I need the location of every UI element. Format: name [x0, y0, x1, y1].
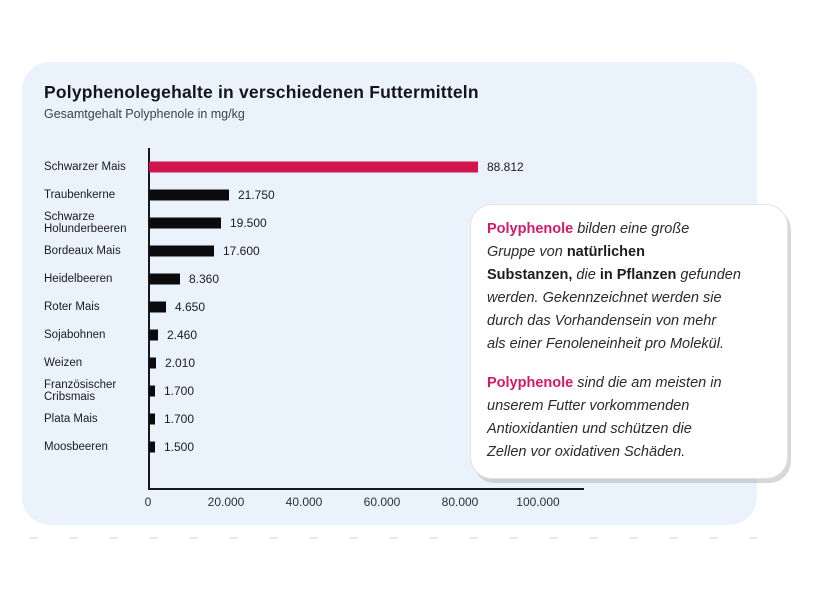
italic-text: Gruppe von [487, 244, 567, 260]
value-label: 1.700 [164, 412, 195, 426]
category-label: Traubenkerne [44, 189, 116, 201]
x-tick-label: 20.000 [207, 495, 245, 509]
italic-text: unserem Futter vorkommenden [487, 398, 690, 414]
italic-text: als einer Fenoleneinheit pro Molekül. [487, 336, 724, 352]
value-label: 8.360 [189, 272, 220, 286]
category-label: Moosbeeren [44, 441, 108, 453]
bar [149, 274, 180, 285]
bar [149, 358, 156, 369]
bar [149, 302, 166, 313]
italic-text: Antioxidantien und schützen die [487, 421, 692, 437]
bar [149, 330, 158, 341]
italic-text: bilden eine große [573, 221, 690, 237]
chart-title: Polyphenolegehalte in verschiedenen Futtermitteln [44, 82, 479, 102]
x-axis-line [148, 488, 584, 490]
italic-text: Zellen vor oxidativen Schäden. [487, 444, 686, 460]
category-label: Heidelbeeren [44, 273, 113, 285]
info-line [487, 264, 771, 287]
bold-text: Substanzen, [487, 267, 573, 283]
italic-text: durch das Vorhandensein von mehr [487, 313, 717, 329]
info-line [487, 441, 771, 464]
bar [149, 414, 155, 425]
italic-text: gefunden [676, 267, 741, 283]
category-label: Schwarze Holunderbeeren [44, 211, 127, 235]
category-label: Sojabohnen [44, 329, 106, 341]
accent-keyword: Polyphenole [487, 221, 574, 237]
x-tick-label: 60.000 [363, 495, 401, 509]
category-label: Französischer Cribsmais [44, 379, 117, 403]
value-label: 17.600 [223, 244, 260, 258]
x-tick-label: 40.000 [285, 495, 323, 509]
info-line [487, 333, 771, 356]
category-label: Schwarzer Mais [44, 161, 126, 173]
info-paragraph [487, 372, 771, 464]
value-label: 4.650 [175, 300, 206, 314]
value-label: 21.750 [238, 188, 275, 202]
category-label: Roter Mais [44, 301, 100, 313]
bar [149, 162, 478, 173]
italic-text: sind die am meisten in [573, 375, 722, 391]
info-line [487, 372, 771, 395]
category-label: Weizen [44, 357, 83, 369]
bar [149, 442, 155, 453]
x-tick-label: 0 [144, 495, 152, 509]
info-line [487, 310, 771, 333]
accent-keyword: Polyphenole [487, 375, 574, 391]
bar [149, 218, 221, 229]
category-label: Bordeaux Mais [44, 245, 121, 257]
info-line [487, 241, 771, 264]
italic-text: die [572, 267, 600, 283]
value-label: 19.500 [230, 216, 267, 230]
value-label: 1.700 [164, 384, 195, 398]
info-box [470, 204, 788, 479]
bar [149, 386, 155, 397]
value-label: 1.500 [164, 440, 195, 454]
italic-text: werden. Gekennzeichnet werden sie [487, 290, 722, 306]
dashed-separator [30, 537, 757, 539]
info-line [487, 287, 771, 310]
bold-text: natürlichen [566, 244, 645, 260]
info-line [487, 418, 771, 441]
bar-row [22, 153, 757, 181]
value-label: 88.812 [487, 160, 524, 174]
category-label: Plata Mais [44, 413, 98, 425]
x-tick-label: 80.000 [441, 495, 479, 509]
x-tick-label: 100.000 [516, 495, 560, 509]
chart-subtitle: Gesamtgehalt Polyphenole in mg/kg [44, 107, 245, 121]
bar [149, 190, 229, 201]
info-line [487, 395, 771, 418]
info-line [487, 218, 771, 241]
value-label: 2.010 [165, 356, 196, 370]
bar [149, 246, 214, 257]
bold-text: in Pflanzen [599, 267, 677, 283]
info-paragraph [487, 218, 771, 356]
value-label: 2.460 [167, 328, 198, 342]
